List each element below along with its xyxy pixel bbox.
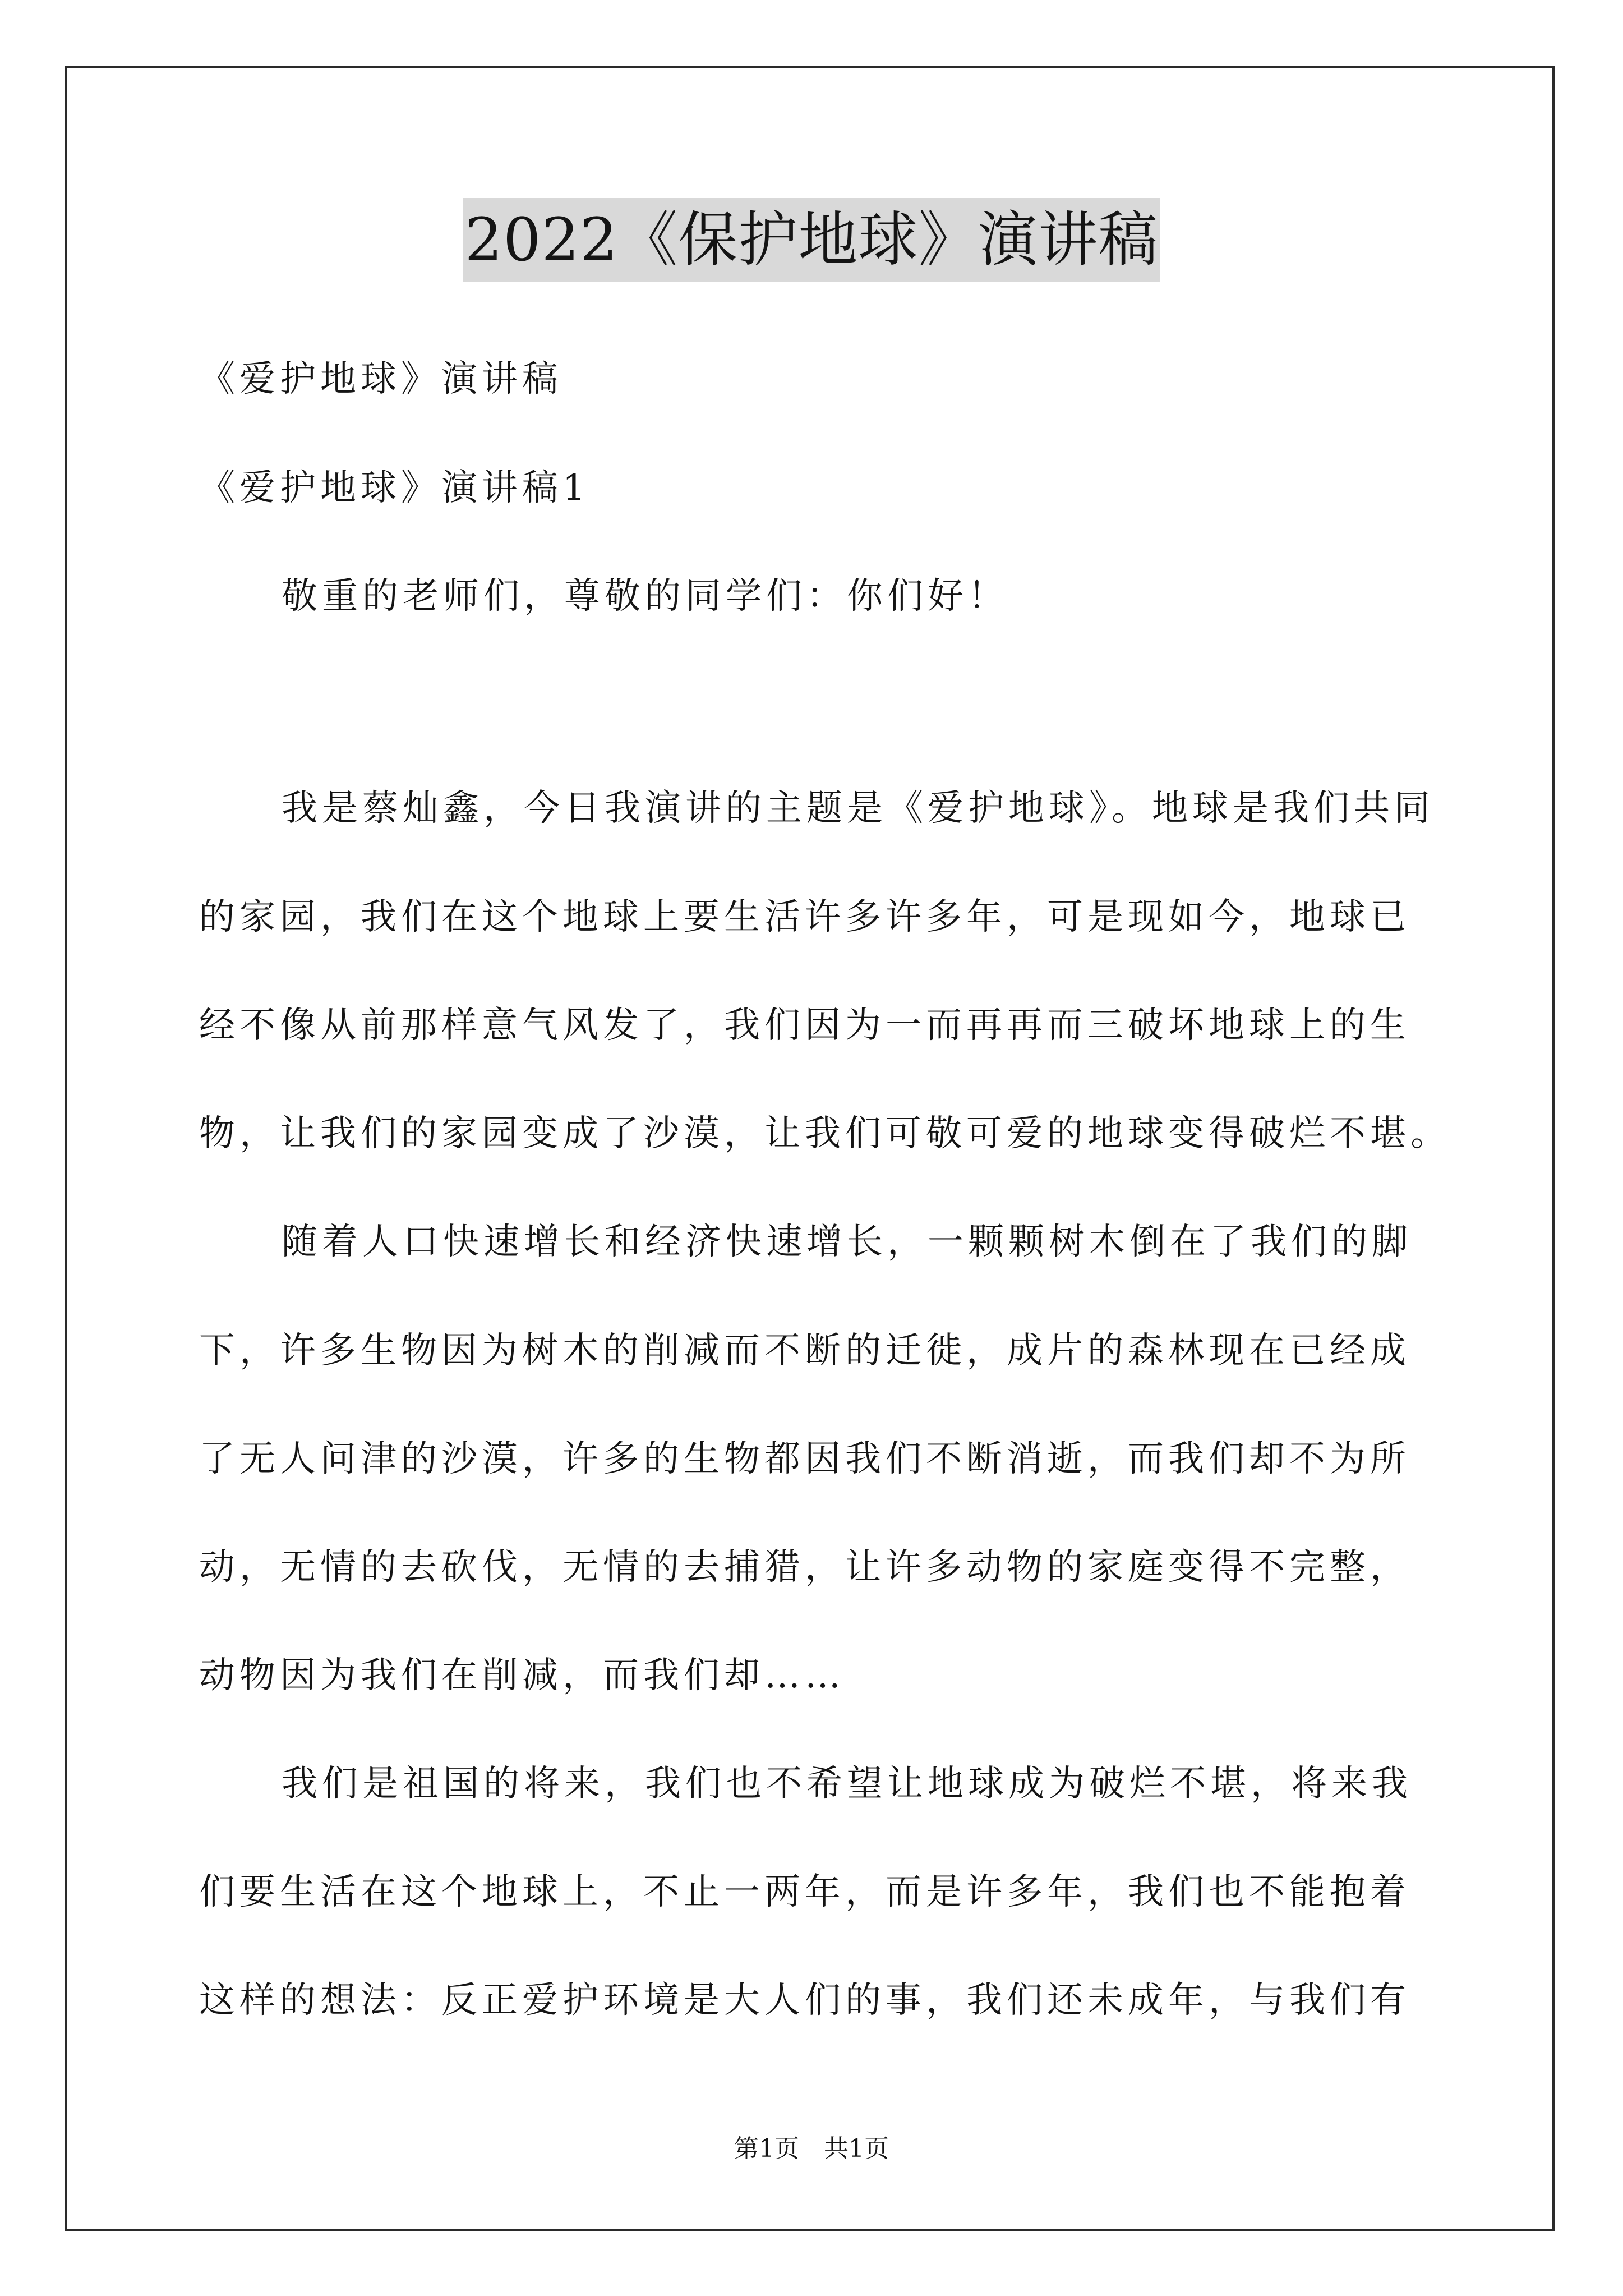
page-title[interactable]: 2022《保护地球》演讲稿	[463, 198, 1161, 282]
paragraph-line: 物，让我们的家园变成了沙漠，让我们可敬可爱的地球变得破烂不堪。	[199, 1113, 1451, 1154]
subtitle: 《爱护地球》演讲稿	[199, 358, 562, 400]
paragraph-line: 动物因为我们在削减，而我们却……	[199, 1655, 845, 1696]
paragraph-line: 随着人口快速增长和经济快速增长，一颗颗树木倒在了我们的脚	[282, 1221, 1412, 1263]
title-container	[0, 198, 1623, 282]
paragraph-line: 这样的想法：反正爱护环境是大人们的事，我们还未成年，与我们有	[199, 1980, 1410, 2021]
paragraph-line: 经不像从前那样意气风发了，我们因为一而再再而三破坏地球上的生	[199, 1005, 1410, 1046]
paragraph-line: 下，许多生物因为树木的削减而不断的迁徙，成片的森林现在已经成	[199, 1330, 1410, 1372]
paragraph-line: 们要生活在这个地球上，不止一两年，而是许多年，我们也不能抱着	[199, 1871, 1410, 1913]
paragraph-line: 的家园，我们在这个地球上要生活许多许多年，可是现如今，地球已	[199, 896, 1410, 938]
paragraph-line: 动，无情的去砍伐，无情的去捕猎，让许多动物的家庭变得不完整，	[199, 1547, 1410, 1588]
greeting: 敬重的老师们，尊敬的同学们：你们好！	[282, 576, 1008, 617]
paragraph-line: 我是蔡灿鑫，今日我演讲的主题是《爱护地球》。地球是我们共同	[282, 788, 1435, 829]
paragraph-line: 我们是祖国的将来，我们也不希望让地球成为破烂不堪，将来我	[282, 1763, 1412, 1805]
page-footer: 第1页 共1页	[734, 2134, 889, 2163]
section-heading: 《爱护地球》演讲稿1	[199, 467, 590, 509]
paragraph-line: 了无人问津的沙漠，许多的生物都因我们不断消逝，而我们却不为所	[199, 1438, 1410, 1480]
